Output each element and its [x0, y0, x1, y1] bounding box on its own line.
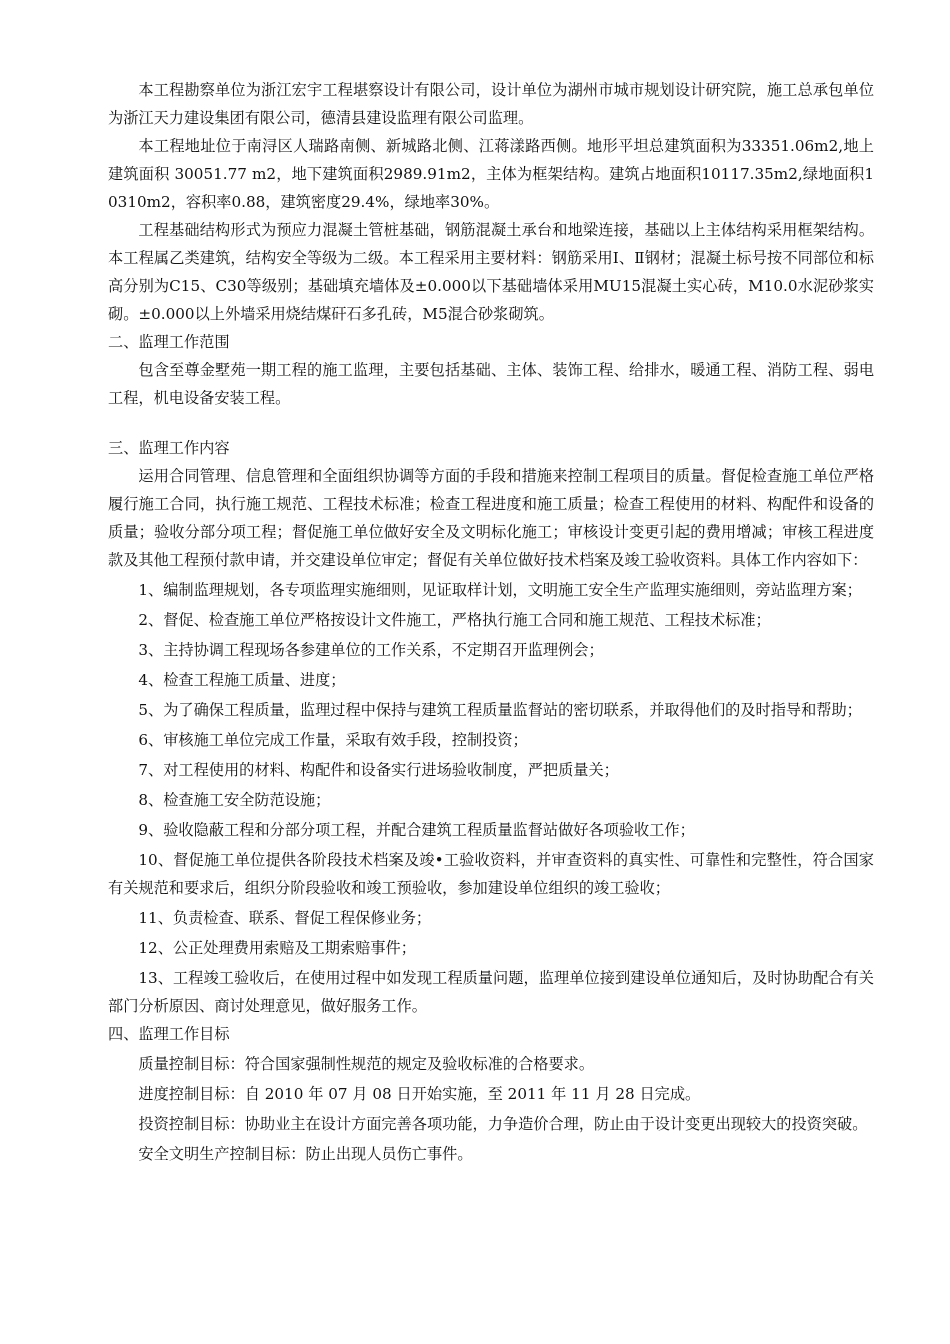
list-item: 9、验收隐蔽工程和分部分项工程，并配合建筑工程质量监督站做好各项验收工作；	[138, 821, 695, 839]
paragraph-survey-units: 本工程勘察单位为浙江宏宇工程堪察设计有限公司，设计单位为湖州市城市规划设计研究院，施工总承包单位为浙江天力建设集团有限公司，德清县建设监理有限公司监理。	[108, 81, 874, 127]
list-item: 8、检查施工安全防范设施；	[138, 791, 331, 809]
paragraph-content-intro: 运用合同管理、信息管理和全面组织协调等方面的手段和措施来控制工程项目的质量。督促检查施工单位严格履行施工合同，执行施工规范、工程技术标准；检查工程进度和施工质量；检查工程使用的材料、构配件和设备的质量；验收分部分项工程；督促施工单位做好安全及文明标化施工；审核设计变更引起的费用增减；审核工程进度款及其他工程预付款申请，并交建设单位审定；督促有关单位做好技术档案及竣工验收资料。具体工作内容如下：	[108, 467, 874, 569]
goal-schedule: 进度控制目标：自 2010 年 07 月 08 日开始实施，至 2011 年 11 月 28 日完成。	[138, 1085, 701, 1103]
paragraph-structure-materials: 工程基础结构形式为预应力混凝土管桩基础，钢筋混凝土承台和地梁连接，基础以上主体结构采用框架结构。本工程属乙类建筑，结构安全等级为二级。本工程采用主要材料：钢筋采用Ⅰ、Ⅱ钢材；混凝土标号按不同部位和标高分别为C15、C30等级别；基础填充墙体及±0.000以下基础墙体采用MU15混凝土实心砖，M10.0水泥砂浆实砌。±0.000以上外墙采用烧结煤矸石多孔砖，M5混合砂浆砌筑。	[108, 221, 874, 323]
goal-investment: 投资控制目标：协助业主在设计方面完善各项功能，力争造价合理，防止由于设计变更出现较大的投资突破。	[138, 1115, 868, 1133]
list-item: 12、公正处理费用索赔及工期索赔事件；	[138, 939, 416, 957]
list-item: 11、负责检查、联系、督促工程保修业务；	[138, 909, 432, 927]
list-item: 6、审核施工单位完成工作量，采取有效手段，控制投资；	[138, 731, 528, 749]
list-item: 10、督促施工单位提供各阶段技术档案及竣•工验收资料，并审查资料的真实性、可靠性和完整性，符合国家有关规范和要求后，组织分阶段验收和竣工预验收，参加建设单位组织的竣工验收；	[108, 851, 874, 897]
list-item: 7、对工程使用的材料、构配件和设备实行进场验收制度，严把质量关；	[138, 761, 619, 779]
document-page	[108, 76, 874, 1168]
list-item: 5、为了确保工程质量，监理过程中保持与建筑工程质量监督站的密切联系，并取得他们的及时指导和帮助；	[138, 701, 862, 719]
list-item: 4、检查工程施工质量、进度；	[138, 671, 346, 689]
goal-quality: 质量控制目标：符合国家强制性规范的规定及验收标准的合格要求。	[138, 1055, 595, 1073]
list-item: 1、编制监理规划，各专项监理实施细则，见证取样计划，文明施工安全生产监理实施细则，旁站监理方案；	[138, 581, 862, 599]
list-item: 3、主持协调工程现场各参建单位的工作关系，不定期召开监理例会；	[138, 641, 604, 659]
list-item: 2、督促、检查施工单位严格按设计文件施工，严格执行施工合同和施工规范、工程技术标准；	[138, 611, 771, 629]
section-heading-goals: 四、监理工作目标	[108, 1025, 230, 1043]
paragraph-scope: 包含至尊金墅苑一期工程的施工监理，主要包括基础、主体、装饰工程、给排水，暖通工程、消防工程、弱电工程，机电设备安装工程。	[108, 361, 874, 407]
section-heading-content: 三、监理工作内容	[108, 439, 230, 457]
section-heading-scope: 二、监理工作范围	[108, 333, 230, 351]
paragraph-site-area: 本工程地址位于南浔区人瑞路南侧、新城路北侧、江蒋漾路西侧。地形平坦总建筑面积为33351.06m2,地上建筑面积 30051.77 m2，地下建筑面积2989.91m2，主体为框架结构。建筑占地面积10117.35m2,绿地面积10310m2，容积率0.88，建筑密度29.4%，绿地率30%。	[108, 137, 874, 211]
goal-safety: 安全文明生产控制目标：防止出现人员伤亡事件。	[138, 1145, 473, 1163]
spacer	[108, 412, 874, 434]
list-item: 13、工程竣工验收后，在使用过程中如发现工程质量问题，监理单位接到建设单位通知后，及时协助配合有关部门分析原因、商讨处理意见，做好服务工作。	[108, 969, 874, 1015]
